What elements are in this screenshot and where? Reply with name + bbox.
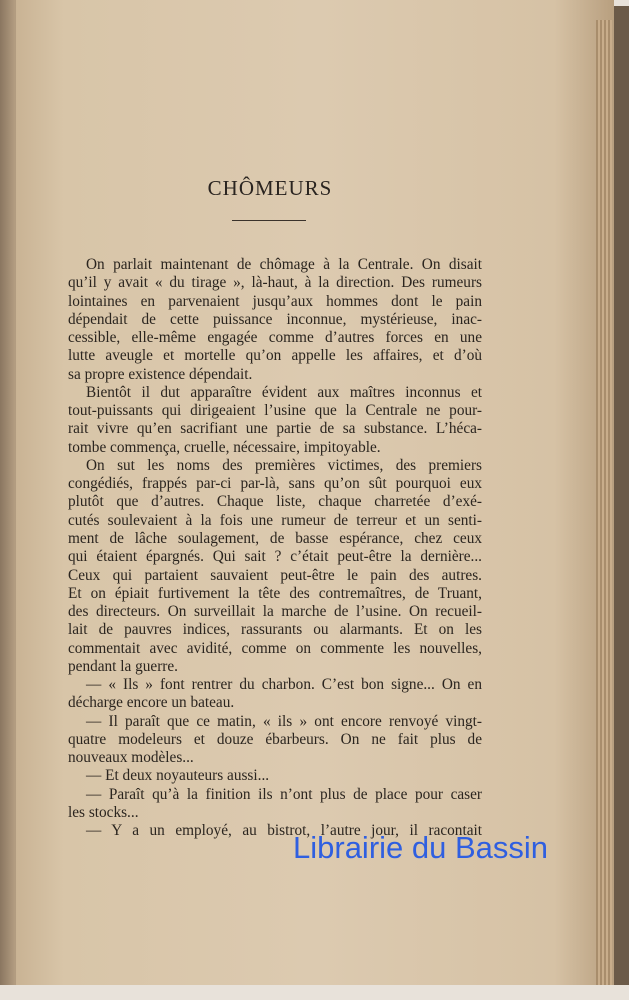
text-line: On sut les noms des premières victimes, des premiers xyxy=(86,456,482,474)
watermark: Librairie du Bassin xyxy=(293,830,549,865)
text-line: — Il paraît que ce matin, « ils » ont encore renvoyé vingt- xyxy=(86,712,482,730)
text-line: Et on épiait furtivement la tête des contremaîtres, de Truant, xyxy=(68,584,482,602)
text-line: commentait avec avidité, comme on commente les nouvelles, xyxy=(68,639,482,657)
text-line: tout-puissants qui dirigeaient l’usine que la Centrale ne pour- xyxy=(68,402,482,420)
text-line: lointaines en parvenaient jusqu’aux hommes dont le pain xyxy=(68,292,482,310)
text-line: sa propre existence dépendait. xyxy=(68,365,253,383)
text-line: congédiés, frappés par-ci par-là, sans qu’on sût pourquoi eux xyxy=(68,475,482,493)
text-line: quatre modeleurs et douze ébarbeurs. On ne fait plus de xyxy=(68,730,482,748)
text-line: — Paraît qu’à la finition ils n’ont plus de place pour caser xyxy=(86,785,482,803)
text-line: ment de lâche soulagement, de basse espérance, chez ceux xyxy=(68,529,482,547)
text-line: les stocks... xyxy=(68,803,139,821)
text-line: cutés soulevaient à la fois une rumeur de terreur et un senti- xyxy=(68,511,482,529)
text-line: Bientôt il dut apparaître évident aux maîtres inconnus et xyxy=(86,383,482,401)
text-line: lait de pauvres indices, rassurants ou alarmants. Et on les xyxy=(68,621,482,639)
page-stack-edge xyxy=(596,20,612,985)
text-line: lutte aveugle et mortelle qu’on appelle les affaires, et d’où xyxy=(68,347,482,365)
text-line: des directeurs. On surveillait la marche de l’usine. On recueil- xyxy=(68,603,482,621)
text-line: — Et deux noyauteurs aussi... xyxy=(86,767,270,785)
text-line: rait vivre qu’en sacrifiant une partie de sa substance. L’héca- xyxy=(68,420,482,438)
text-line: qui étaient épargnés. Qui sait ? c’était peut-être la dernière... xyxy=(68,548,482,566)
text-line: qu’il y avait « du tirage », là-haut, à la direction. Des rumeurs xyxy=(68,274,482,292)
text-line: tombe commença, cruelle, nécessaire, impitoyable. xyxy=(68,438,381,456)
text-line: plutôt que d’autres. Chaque liste, chaque charretée d’exé- xyxy=(68,493,482,511)
text-line: décharge encore un bateau. xyxy=(68,694,235,712)
text-line: nouveaux modèles... xyxy=(68,749,194,767)
body-text xyxy=(68,256,482,841)
background-bottom xyxy=(0,985,629,1000)
text-line: cessible, elle-même engagée comme d’autres forces en une xyxy=(68,329,482,347)
text-line: — « Ils » font rentrer du charbon. C’est bon signe... On en xyxy=(86,676,482,694)
text-line: — Y a un employé, au bistrot, l’autre jour, il racontait xyxy=(86,822,482,840)
text-line: dépendait de cette puissance inconnue, mystérieuse, inac- xyxy=(68,310,482,328)
text-line: On parlait maintenant de chômage à la Centrale. On disait xyxy=(86,256,482,273)
title-rule xyxy=(232,220,306,221)
text-line: Ceux qui partaient sauvaient peut-être le pain des autres. xyxy=(68,566,482,584)
chapter-title: CHÔMEURS xyxy=(207,176,333,200)
text-line: pendant la guerre. xyxy=(68,657,178,675)
